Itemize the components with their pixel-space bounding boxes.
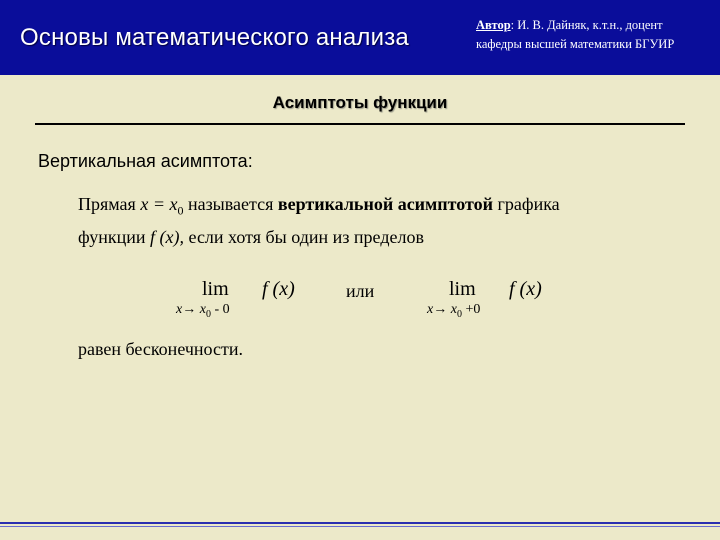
- equation-x-eq-x0: [140, 194, 184, 218]
- footer-line: [0, 522, 720, 524]
- math-subscript: 0: [177, 203, 184, 218]
- lim-function: f (x): [509, 278, 542, 300]
- title-bar: [0, 0, 720, 75]
- math-subscript: 0: [205, 308, 211, 320]
- or-word: или: [346, 281, 375, 301]
- lim-subscript: [176, 302, 230, 320]
- author-block: [476, 16, 716, 54]
- text-segment: функции: [78, 227, 150, 247]
- footer-line-thin: [0, 526, 720, 527]
- text-segment: называется: [183, 194, 278, 214]
- term-vertical-asymptote: вертикальной асимптотой: [277, 194, 494, 214]
- lim-word: lim: [202, 278, 229, 300]
- lim-subscript: [427, 302, 480, 320]
- math-text: x→ x: [176, 302, 206, 317]
- math-subscript: 0: [456, 308, 462, 320]
- definition-line-1: [78, 194, 560, 219]
- author-colon: :: [510, 18, 515, 32]
- math-text: - 0: [210, 302, 230, 317]
- text-segment: Прямая: [78, 194, 141, 214]
- math-of-x: (x),: [155, 227, 184, 247]
- text-segment: если хотя бы один из пределов: [184, 227, 424, 247]
- author-department: кафедры высшей математики БГУИР: [476, 37, 675, 51]
- math-f: f: [150, 227, 156, 247]
- text-segment: графика: [493, 194, 560, 214]
- definition-line-2: [78, 227, 424, 248]
- section-heading: Вертикальная асимптота:: [38, 151, 253, 171]
- lim-function: f (x): [262, 278, 295, 300]
- author-name: И. В. Дайняк, к.т.н., доцент: [514, 18, 663, 32]
- math-text: x = x: [140, 194, 178, 214]
- math-text: x→ x: [427, 302, 457, 317]
- math-text: +0: [461, 302, 481, 317]
- slide-subtitle: Асимптоты функции: [272, 93, 448, 112]
- presentation-title: Основы математического анализа: [20, 24, 409, 51]
- divider-rule: [35, 123, 685, 125]
- lim-word: lim: [449, 278, 476, 300]
- conclusion-line: равен бесконечности.: [78, 339, 243, 359]
- author-label: Автор: [476, 18, 511, 32]
